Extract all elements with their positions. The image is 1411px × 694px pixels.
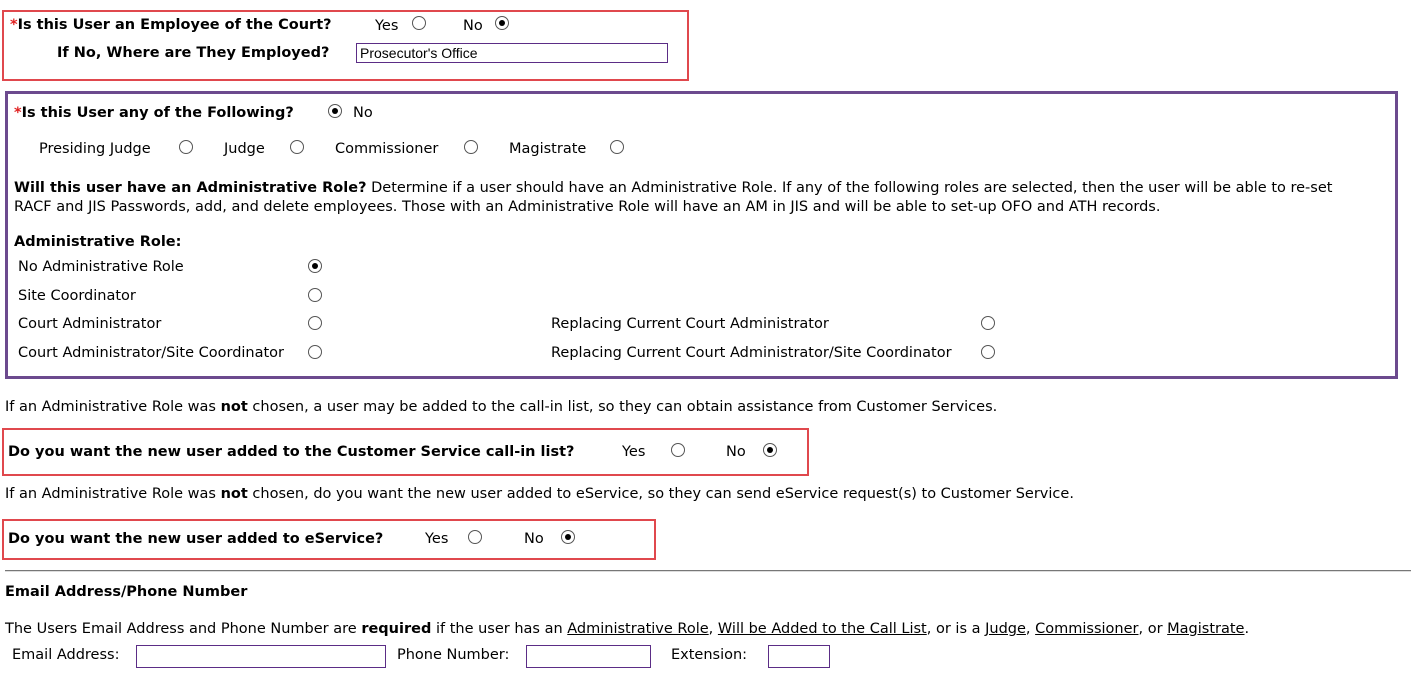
callin-question: Do you want the new user added to the Customer Service call-in list? — [8, 444, 575, 460]
section-divider — [5, 570, 1411, 572]
commissioner-radio[interactable] — [464, 140, 478, 154]
judge-link[interactable]: Judge — [985, 621, 1026, 637]
email-input[interactable] — [136, 645, 386, 668]
judge-radio[interactable] — [290, 140, 304, 154]
admin-role-question: Will this user have an Administrative Role? — [14, 180, 367, 196]
court-administrator-label: Court Administrator — [18, 316, 162, 332]
callin-note: If an Administrative Role was not chosen, a user may be added to the call-in list, so they can obtain assistance from Customer Services. — [5, 399, 998, 415]
extension-input[interactable] — [768, 645, 830, 668]
presiding-judge-label: Presiding Judge — [39, 141, 151, 157]
eservice-yes-radio[interactable] — [468, 530, 482, 544]
contact-note: The Users Email Address and Phone Number are required if the user has an Administrative Role, Will be Added to the Call List, or is a Judge, Commissioner, or Magistrate. — [5, 621, 1250, 637]
site-coordinator-radio[interactable] — [308, 288, 322, 302]
role-none-label: No — [353, 105, 373, 121]
role-question: *Is this User any of the Following? — [14, 105, 294, 121]
employee-no-label: No — [463, 18, 483, 34]
court-administrator-radio[interactable] — [308, 316, 322, 330]
required-asterisk: * — [14, 105, 22, 121]
no-admin-role-label: No Administrative Role — [18, 259, 184, 275]
employee-question: *Is this User an Employee of the Court? — [10, 17, 332, 33]
replacing-court-admin-radio[interactable] — [981, 316, 995, 330]
eservice-question: Do you want the new user added to eService? — [8, 531, 384, 547]
no-admin-role-radio[interactable] — [308, 259, 322, 273]
phone-input[interactable] — [526, 645, 651, 668]
eservice-no-radio[interactable] — [561, 530, 575, 544]
commissioner-label: Commissioner — [335, 141, 439, 157]
site-coordinator-label: Site Coordinator — [18, 288, 136, 304]
callin-no-radio[interactable] — [763, 443, 777, 457]
admin-desc-line1: Determine if a user should have an Administrative Role. If any of the following roles are selected, then the user will be able to re-set — [366, 180, 1333, 196]
admin-desc-line2: RACF and JIS Passwords, add, and delete employees. Those with an Administrative Role will have an AM in JIS and will be able to set-up OFO and ATH records. — [14, 199, 1161, 215]
replacing-court-admin-label: Replacing Current Court Administrator — [551, 316, 829, 332]
judge-label: Judge — [224, 141, 265, 157]
email-label: Email Address: — [12, 647, 120, 663]
employer-input[interactable] — [356, 43, 668, 63]
employee-yes-radio[interactable] — [412, 16, 426, 30]
employee-no-radio[interactable] — [495, 16, 509, 30]
employer-label: If No, Where are They Employed? — [57, 45, 330, 61]
extension-label: Extension: — [671, 647, 748, 663]
eservice-note: If an Administrative Role was not chosen, do you want the new user added to eService, so they can send eService request(s) to Customer Service. — [5, 486, 1074, 502]
magistrate-link[interactable]: Magistrate — [1167, 621, 1245, 637]
admin-role-heading: Administrative Role: — [14, 234, 182, 250]
employee-yes-label: Yes — [375, 18, 399, 34]
commissioner-link[interactable]: Commissioner — [1035, 621, 1139, 637]
role-section-highlight — [5, 91, 1398, 379]
required-asterisk: * — [10, 17, 18, 33]
replacing-court-admin-site-coord-radio[interactable] — [981, 345, 995, 359]
call-list-link[interactable]: Will be Added to the Call List — [717, 621, 927, 637]
presiding-judge-radio[interactable] — [179, 140, 193, 154]
role-none-radio[interactable] — [328, 104, 342, 118]
phone-label: Phone Number: — [397, 647, 510, 663]
court-admin-site-coord-label: Court Administrator/Site Coordinator — [18, 345, 285, 361]
magistrate-radio[interactable] — [610, 140, 624, 154]
callin-no-label: No — [726, 444, 746, 460]
callin-yes-label: Yes — [622, 444, 646, 460]
eservice-no-label: No — [524, 531, 544, 547]
administrative-role-link[interactable]: Administrative Role — [567, 621, 709, 637]
magistrate-label: Magistrate — [509, 141, 587, 157]
callin-yes-radio[interactable] — [671, 443, 685, 457]
contact-heading: Email Address/Phone Number — [5, 584, 248, 600]
court-admin-site-coord-radio[interactable] — [308, 345, 322, 359]
eservice-yes-label: Yes — [425, 531, 449, 547]
replacing-court-admin-site-coord-label: Replacing Current Court Administrator/Site Coordinator — [551, 345, 952, 361]
admin-role-description — [14, 179, 1332, 217]
